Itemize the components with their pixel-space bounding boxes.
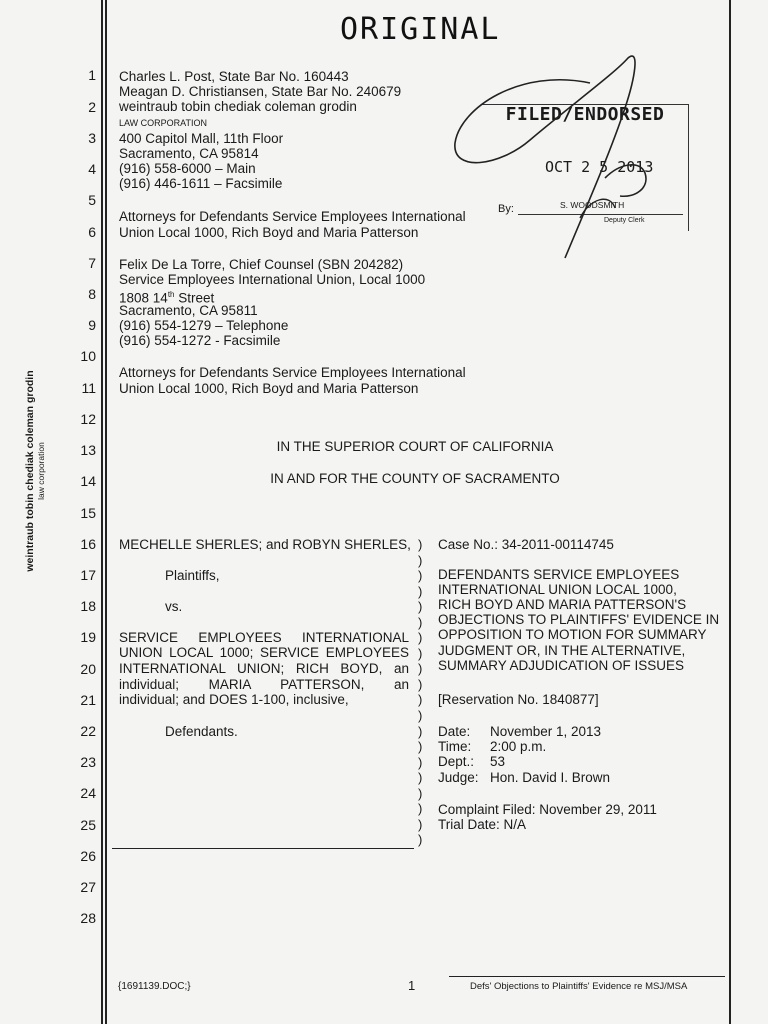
line-number: 11 bbox=[81, 380, 96, 396]
document-title-line: OBJECTIONS TO PLAINTIFFS' EVIDENCE IN bbox=[438, 612, 720, 627]
filed-stamp-date: OCT 2 5 2013 bbox=[545, 158, 654, 176]
trial-date: Trial Date: N/A bbox=[438, 817, 527, 832]
document-title-line: OPPOSITION TO MOTION FOR SUMMARY bbox=[438, 627, 707, 642]
defendant-line: SERVICE EMPLOYEES INTERNATIONAL bbox=[119, 630, 409, 645]
hearing-label: Time: bbox=[438, 739, 472, 754]
line-number: 25 bbox=[80, 817, 96, 833]
attorney-line: Charles L. Post, State Bar No. 160443 bbox=[119, 69, 349, 84]
line-number: 24 bbox=[80, 785, 96, 801]
filed-stamp-by-label: By: bbox=[498, 203, 514, 215]
court-name: IN THE SUPERIOR COURT OF CALIFORNIA bbox=[276, 439, 554, 454]
reservation-number: [Reservation No. 1840877] bbox=[438, 692, 599, 707]
hearing-value: November 1, 2013 bbox=[490, 724, 602, 739]
caption-bottom-rule bbox=[112, 848, 414, 849]
left-margin-rule-outer bbox=[101, 0, 103, 1024]
filed-stamp-title: FILED/ENDORSED bbox=[505, 104, 665, 125]
defendant-line: INTERNATIONAL UNION; RICH BOYD, an bbox=[119, 661, 409, 676]
plaintiffs-label: Plaintiffs, bbox=[165, 568, 220, 583]
line-number: 21 bbox=[80, 692, 96, 708]
line-number: 22 bbox=[80, 723, 96, 739]
attorney-line: Sacramento, CA 95811 bbox=[119, 303, 258, 318]
line-number: 10 bbox=[80, 348, 96, 364]
line-number: 12 bbox=[80, 411, 96, 427]
side-corp-text: law corporation bbox=[36, 442, 46, 500]
line-number: 19 bbox=[80, 629, 96, 645]
line-number: 2 bbox=[88, 99, 96, 115]
line-number: 9 bbox=[88, 317, 96, 333]
attorney-line: (916) 558-6000 – Main bbox=[119, 161, 256, 176]
line-number: 28 bbox=[80, 910, 96, 926]
footer-document-title: Defs' Objections to Plaintiffs' Evidence re MSJ/MSA bbox=[470, 981, 688, 992]
hearing-label: Date: bbox=[438, 724, 471, 739]
footer-page-number: 1 bbox=[408, 978, 416, 993]
street-number: 1808 14 bbox=[119, 290, 168, 306]
hearing-label: Dept.: bbox=[438, 754, 475, 769]
line-number: 27 bbox=[80, 879, 96, 895]
original-stamp: ORIGINAL bbox=[340, 12, 501, 47]
attorneys-for-line: Union Local 1000, Rich Boyd and Maria Patterson bbox=[119, 225, 419, 240]
attorney-line: (916) 554-1272 - Facsimile bbox=[119, 333, 281, 348]
attorney-line: Sacramento, CA 95814 bbox=[119, 146, 259, 161]
attorney-line: LAW CORPORATION bbox=[119, 118, 208, 128]
hearing-value: Hon. David I. Brown bbox=[490, 770, 611, 785]
line-number: 18 bbox=[80, 598, 96, 614]
right-margin-rule bbox=[729, 0, 731, 1024]
document-title-line: SUMMARY ADJUDICATION OF ISSUES bbox=[438, 658, 685, 673]
document-title-line: JUDGMENT OR, IN THE ALTERNATIVE, bbox=[438, 643, 686, 658]
side-firm-text: weintraub tobin chediak coleman grodin bbox=[24, 370, 36, 572]
line-number: 16 bbox=[80, 536, 96, 552]
filed-stamp-clerk-name: S. WOODSMITH bbox=[560, 200, 625, 210]
line-number: 20 bbox=[80, 661, 96, 677]
street-rest: Street bbox=[174, 290, 215, 306]
line-number: 6 bbox=[88, 224, 96, 240]
defendant-line: individual; MARIA PATTERSON, an bbox=[119, 677, 409, 692]
attorney-line: 400 Capitol Mall, 11th Floor bbox=[119, 131, 284, 146]
hearing-value: 2:00 p.m. bbox=[490, 739, 547, 754]
defendant-line: individual; and DOES 1-100, inclusive, bbox=[119, 692, 349, 707]
hearing-label: Judge: bbox=[438, 770, 479, 785]
line-number: 15 bbox=[80, 505, 96, 521]
document-title-line: DEFENDANTS SERVICE EMPLOYEES bbox=[438, 567, 680, 582]
street-suffix: th bbox=[167, 290, 175, 299]
line-number: 8 bbox=[88, 286, 96, 302]
line-number: 26 bbox=[80, 848, 96, 864]
line-number: 1 bbox=[88, 67, 96, 83]
line-number: 3 bbox=[88, 130, 96, 146]
document-title-line: INTERNATIONAL UNION LOCAL 1000, bbox=[438, 582, 677, 597]
signature-scribble bbox=[440, 48, 690, 263]
filed-stamp-clerk-role: Deputy Clerk bbox=[604, 217, 645, 224]
side-firm-name bbox=[24, 341, 46, 601]
attorney-line: (916) 554-1279 – Telephone bbox=[119, 318, 289, 333]
plaintiffs-names: MECHELLE SHERLES; and ROBYN SHERLES, bbox=[119, 537, 411, 552]
footer-doc-id: {1691139.DOC;} bbox=[118, 981, 191, 992]
line-number: 14 bbox=[80, 473, 96, 489]
defendants-label: Defendants. bbox=[165, 724, 238, 739]
court-county: IN AND FOR THE COUNTY OF SACRAMENTO bbox=[270, 471, 560, 486]
attorneys-for-line: Attorneys for Defendants Service Employees International bbox=[119, 209, 466, 224]
line-number: 5 bbox=[88, 192, 96, 208]
attorney-line: Service Employees International Union, Local 1000 bbox=[119, 272, 426, 287]
left-margin-rule-inner bbox=[105, 0, 107, 1024]
attorney-line: Meagan D. Christiansen, State Bar No. 240679 bbox=[119, 84, 402, 99]
line-number: 23 bbox=[80, 754, 96, 770]
document-title-line: RICH BOYD AND MARIA PATTERSON'S bbox=[438, 597, 687, 612]
versus: vs. bbox=[165, 599, 183, 614]
attorney-line: Felix De La Torre, Chief Counsel (SBN 204282) bbox=[119, 257, 404, 272]
attorney-line: (916) 446-1611 – Facsimile bbox=[119, 176, 283, 191]
attorneys-for-line: Union Local 1000, Rich Boyd and Maria Patterson bbox=[119, 381, 419, 396]
line-number: 13 bbox=[80, 442, 96, 458]
defendant-line: UNION LOCAL 1000; SERVICE EMPLOYEES bbox=[119, 645, 409, 660]
attorneys-for-line: Attorneys for Defendants Service Employees International bbox=[119, 365, 466, 380]
line-number: 17 bbox=[80, 567, 96, 583]
case-number: Case No.: 34-2011-00114745 bbox=[438, 537, 614, 552]
complaint-filed: Complaint Filed: November 29, 2011 bbox=[438, 802, 657, 817]
attorney-line: weintraub tobin chediak coleman grodin bbox=[119, 99, 357, 114]
hearing-value: 53 bbox=[490, 754, 506, 769]
line-number: 7 bbox=[88, 255, 96, 271]
line-number: 4 bbox=[88, 161, 96, 177]
